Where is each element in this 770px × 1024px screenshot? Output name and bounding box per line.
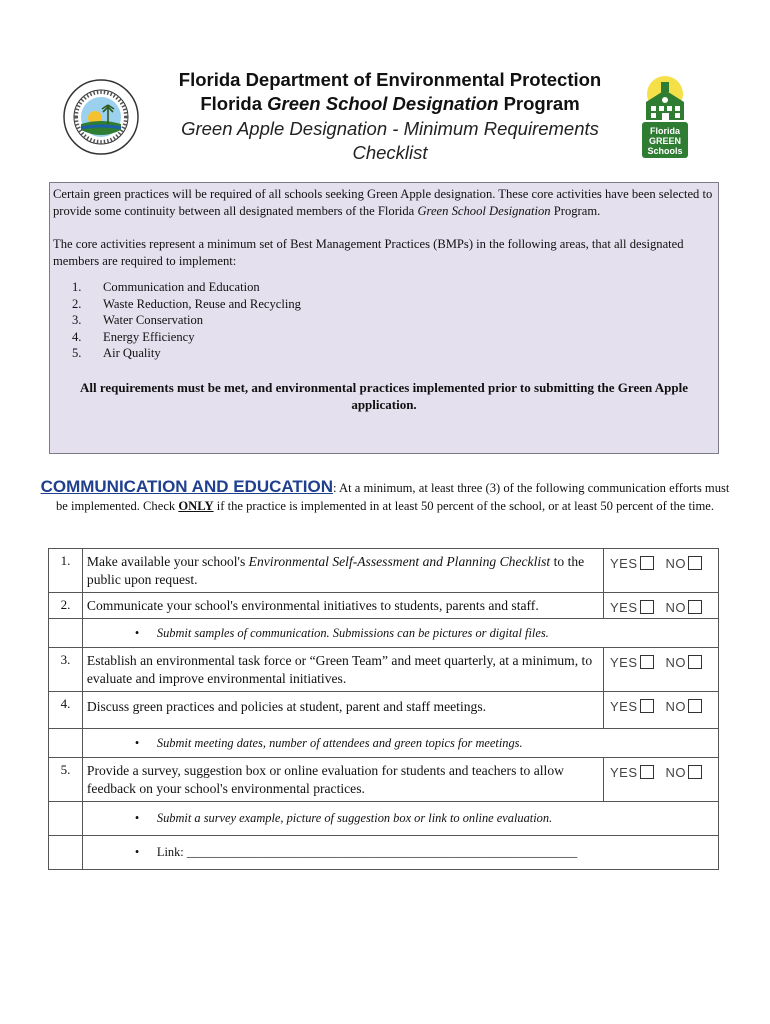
item-text: Establish an environmental task force or “Green Team” and meet quarterly, at a minimum, to evaluate and improve environmental initiatives. xyxy=(82,648,603,692)
yes-no-cell: YES NO xyxy=(604,758,719,802)
submission-note: • Submit a survey example, picture of suggestion box or link to online evaluation. xyxy=(82,802,718,836)
list-item: 4. Energy Efficiency xyxy=(72,329,195,344)
yes-checkbox[interactable] xyxy=(640,765,654,779)
requirements-note: All requirements must be met, and environmental practices implemented prior to submitting the Green Apple application. xyxy=(80,379,688,412)
table-row xyxy=(49,758,719,802)
item-number: 4. xyxy=(49,692,83,729)
table-row xyxy=(49,692,719,729)
page-header xyxy=(0,62,770,172)
no-checkbox[interactable] xyxy=(688,655,702,669)
section-intro: COMMUNICATION AND EDUCATION: At a minimum, at least three (3) of the following communication efforts must be implemented. Check ONLY if the practice is implemented in at least 50 percent of the school, or at least 50 percent of the time. xyxy=(40,477,730,513)
no-checkbox[interactable] xyxy=(688,699,702,713)
no-checkbox[interactable] xyxy=(688,556,702,570)
item-text: Communicate your school's environmental initiatives to students, parents and staff. xyxy=(82,593,603,619)
yes-no-cell: YES NO xyxy=(604,549,719,593)
yes-no-cell: YES NO xyxy=(604,648,719,692)
item-text: Provide a survey, suggestion box or online evaluation for students and teachers to allow feedback on your school's environmental practices. xyxy=(82,758,603,802)
florida-green-schools-logo xyxy=(640,72,690,160)
table-row xyxy=(49,619,719,648)
title-line-2: Florida Green School Designation Program xyxy=(200,93,580,114)
item-text: Discuss green practices and policies at student, parent and staff meetings. xyxy=(82,692,603,729)
list-item: 2. Waste Reduction, Reuse and Recycling xyxy=(72,296,301,311)
fdep-seal-logo xyxy=(62,78,140,156)
checklist-table xyxy=(48,548,719,870)
item-number: 2. xyxy=(49,593,83,619)
intro-paragraph-1: Certain green practices will be required of all schools seeking Green Apple designation. These core activities have been selected to provide some continuity between all designated members of the Florida Green School Designation Program. xyxy=(53,187,713,218)
fgs-logo-florida: Florida xyxy=(649,126,681,136)
yes-checkbox[interactable] xyxy=(640,699,654,713)
intro-box xyxy=(49,182,719,454)
fgs-logo-schools: Schools xyxy=(647,146,683,156)
no-checkbox[interactable] xyxy=(688,765,702,779)
list-item: 5. Air Quality xyxy=(72,346,161,361)
document-titles xyxy=(140,68,640,165)
fgs-logo-green: GREEN xyxy=(648,136,682,146)
list-item: 3. Water Conservation xyxy=(72,313,204,328)
section-heading: COMMUNICATION AND EDUCATION xyxy=(40,477,334,496)
subtitle-line-1: Green Apple Designation - Minimum Requirements xyxy=(181,118,599,139)
yes-no-cell: YES NO xyxy=(604,692,719,729)
item-number: 1. xyxy=(49,549,83,593)
item-number: 3. xyxy=(49,648,83,692)
bmp-area-list xyxy=(53,279,715,362)
table-row xyxy=(49,593,719,619)
yes-checkbox[interactable] xyxy=(640,556,654,570)
link-blank-line[interactable]: _______________________________________________________________ xyxy=(186,845,578,859)
submission-note: • Submit samples of communication. Submissions can be pictures or digital files. xyxy=(82,619,718,648)
title-line-1: Florida Department of Environmental Protection xyxy=(178,69,602,90)
no-checkbox[interactable] xyxy=(688,600,702,614)
link-field[interactable]: • Link: _______________________________________________________________ xyxy=(82,836,718,870)
subtitle-line-2: Checklist xyxy=(352,142,428,163)
list-item: 1. Communication and Education xyxy=(72,280,260,294)
item-text: Make available your school's Environmental Self-Assessment and Planning Checklist to the public upon request. xyxy=(82,549,603,593)
yes-checkbox[interactable] xyxy=(640,655,654,669)
table-row xyxy=(49,648,719,692)
yes-checkbox[interactable] xyxy=(640,600,654,614)
submission-note: • Submit meeting dates, number of attendees and green topics for meetings. xyxy=(82,729,718,758)
table-row xyxy=(49,729,719,758)
yes-no-cell: YES NO xyxy=(604,593,719,619)
table-row xyxy=(49,836,719,870)
item-number: 5. xyxy=(49,758,83,802)
intro-paragraph-2: The core activities represent a minimum set of Best Management Practices (BMPs) in the following areas, that all designated members are required to implement: xyxy=(53,237,684,268)
table-row xyxy=(49,549,719,593)
table-row xyxy=(49,802,719,836)
